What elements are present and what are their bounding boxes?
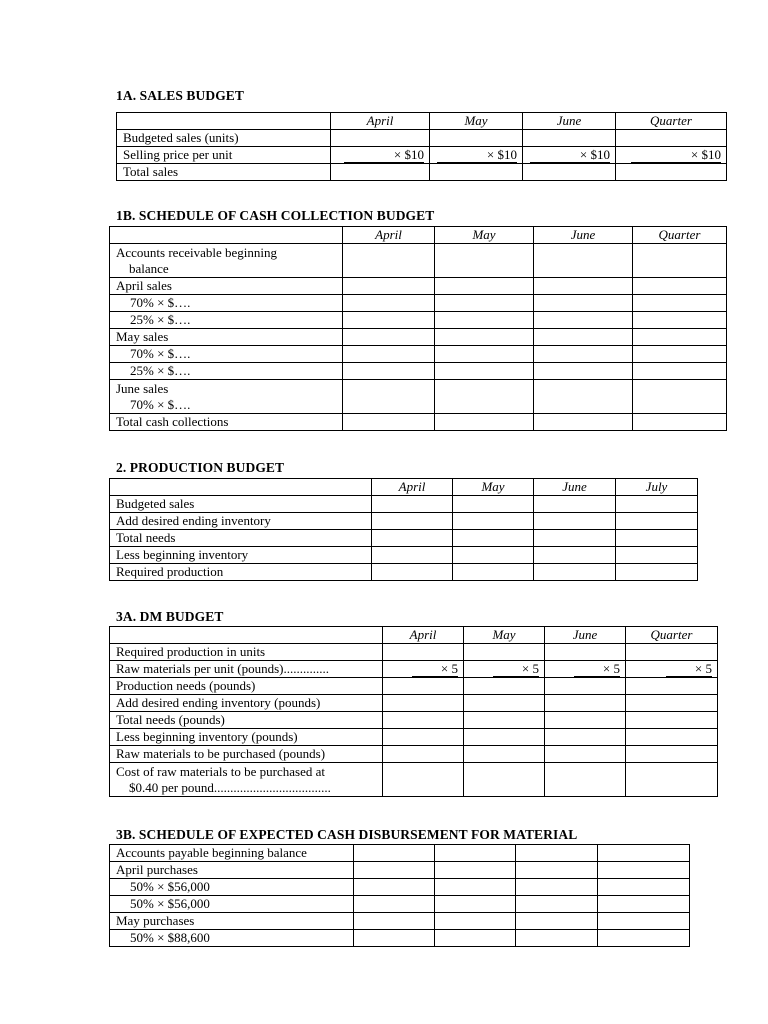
header-april: April (331, 113, 430, 130)
row-label: Total needs (110, 530, 372, 547)
table-row (110, 513, 698, 530)
row-label: April purchases (110, 862, 354, 879)
row-label: Budgeted sales (110, 496, 372, 513)
production-budget-table (109, 478, 698, 581)
table-row (117, 130, 727, 147)
table-header-row (110, 479, 698, 496)
header-may: May (435, 227, 534, 244)
table-row (110, 329, 727, 346)
row-label: Production needs (pounds) (110, 678, 383, 695)
table-row (110, 295, 727, 312)
price-cell: × $10 (344, 148, 424, 163)
rate-cell: × 5 (574, 662, 620, 677)
header-may: May (453, 479, 534, 496)
header-june: June (534, 479, 616, 496)
price-cell: × $10 (631, 148, 721, 163)
table-row (110, 312, 727, 329)
row-label: Accounts payable beginning balance (110, 845, 354, 862)
row-label: June sales 70% × $…. (110, 380, 343, 414)
row-label: Raw materials per unit (pounds).............. (110, 661, 383, 678)
table-row (110, 913, 690, 930)
dm-budget-title: 3A. DM BUDGET (116, 609, 224, 624)
row-label: Budgeted sales (units) (117, 130, 331, 147)
table-row (110, 496, 698, 513)
row-label: Total needs (pounds) (110, 712, 383, 729)
row-label: May sales (110, 329, 343, 346)
row-label: Add desired ending inventory (pounds) (110, 695, 383, 712)
sales-budget-title: 1A. SALES BUDGET (116, 88, 245, 103)
row-label: 70% × $…. (110, 295, 343, 312)
header-april: April (372, 479, 453, 496)
header-june: June (534, 227, 633, 244)
header-quarter: Quarter (626, 627, 718, 644)
header-june: June (545, 627, 626, 644)
table-row (110, 678, 718, 695)
row-label: Selling price per unit (117, 147, 331, 164)
sales-budget-table (116, 112, 727, 181)
table-row (110, 380, 727, 414)
row-label: Add desired ending inventory (110, 513, 372, 530)
table-row (110, 414, 727, 431)
header-july: July (616, 479, 698, 496)
table-row (110, 763, 718, 797)
price-cell: × $10 (530, 148, 610, 163)
rate-cell: × 5 (666, 662, 712, 677)
header-quarter: Quarter (616, 113, 727, 130)
cash-collection-table (109, 226, 727, 431)
row-label: Total sales (117, 164, 331, 181)
cash-disbursement-title: 3B. SCHEDULE OF EXPECTED CASH DISBURSEMENT FOR MATERIAL (116, 827, 578, 842)
table-row (117, 147, 727, 164)
header-blank (117, 113, 331, 130)
table-row (110, 845, 690, 862)
table-row (110, 278, 727, 295)
table-row (110, 346, 727, 363)
row-label: 25% × $…. (110, 363, 343, 380)
rate-cell: × 5 (493, 662, 539, 677)
price-cell: × $10 (437, 148, 517, 163)
cash-collection-title: 1B. SCHEDULE OF CASH COLLECTION BUDGET (116, 208, 435, 223)
table-row (110, 712, 718, 729)
row-label: Less beginning inventory (pounds) (110, 729, 383, 746)
header-april: April (343, 227, 435, 244)
table-row (110, 729, 718, 746)
table-row (110, 363, 727, 380)
production-budget-title: 2. PRODUCTION BUDGET (116, 460, 285, 475)
table-row (110, 244, 727, 278)
table-row (110, 547, 698, 564)
row-label: 25% × $…. (110, 312, 343, 329)
header-may: May (464, 627, 545, 644)
row-label: 50% × $88,600 (110, 930, 354, 947)
row-label: April sales (110, 278, 343, 295)
table-row (110, 661, 718, 678)
table-row (110, 746, 718, 763)
table-row (110, 564, 698, 581)
row-label: Accounts receivable beginning balance (110, 244, 343, 278)
row-label: Cost of raw materials to be purchased at $0.40 per pound.................................... (110, 763, 383, 797)
table-row (110, 695, 718, 712)
table-row (110, 896, 690, 913)
table-row (110, 530, 698, 547)
table-header-row (110, 627, 718, 644)
row-label: Total cash collections (110, 414, 343, 431)
header-april: April (383, 627, 464, 644)
row-label: Less beginning inventory (110, 547, 372, 564)
dm-budget-table (109, 626, 718, 797)
table-row (110, 862, 690, 879)
row-label: Required production (110, 564, 372, 581)
header-may: May (430, 113, 523, 130)
table-header-row (117, 113, 727, 130)
table-row (110, 930, 690, 947)
row-label: Raw materials to be purchased (pounds) (110, 746, 383, 763)
row-label: 50% × $56,000 (110, 879, 354, 896)
row-label: 70% × $…. (110, 346, 343, 363)
rate-cell: × 5 (412, 662, 458, 677)
table-row (110, 879, 690, 896)
row-label: Required production in units (110, 644, 383, 661)
table-row (110, 644, 718, 661)
cash-disbursement-table (109, 844, 690, 947)
table-row (117, 164, 727, 181)
table-header-row (110, 227, 727, 244)
row-label: 50% × $56,000 (110, 896, 354, 913)
row-label: May purchases (110, 913, 354, 930)
header-quarter: Quarter (633, 227, 727, 244)
header-june: June (523, 113, 616, 130)
